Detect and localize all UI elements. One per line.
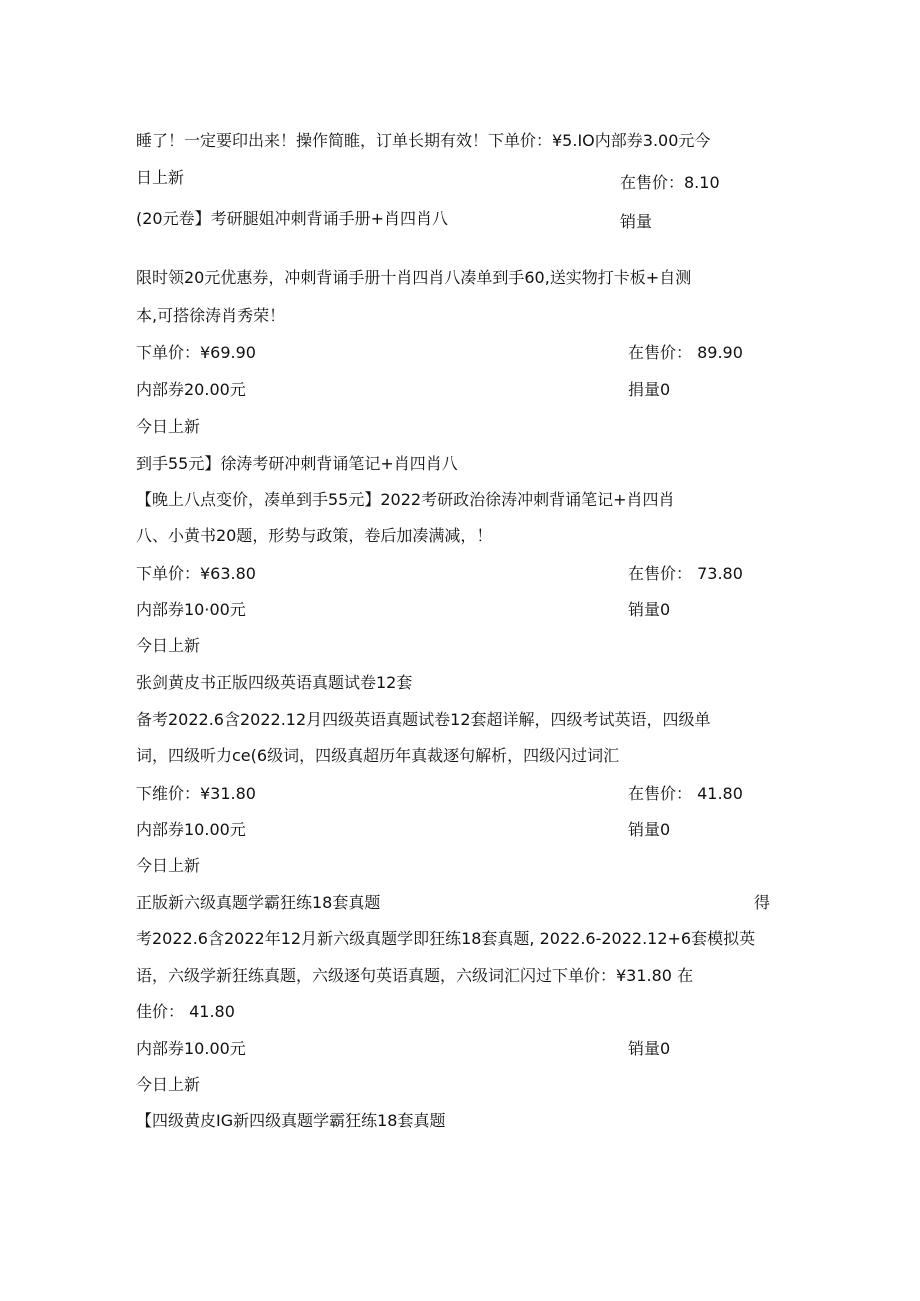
product-title: (20元卷】考研腿姐冲刺背诵手册+肖四肖八 — [136, 209, 449, 228]
product-description: 语，六级学新狂练真题，六级逐句英语真题，六级词汇闪过下单价：¥31.80 在 — [136, 966, 694, 985]
sales-count: 销量0 — [628, 1039, 671, 1058]
text-fragment: 得 — [754, 893, 771, 912]
sales-count: 捐量0 — [628, 380, 671, 399]
sales-count: 销量0 — [628, 820, 671, 839]
product-title: 张剑黄皮书正版四级英语真题试卷12套 — [136, 673, 413, 692]
product-title: 正版新六级真题学霸狂练18套真题 — [136, 893, 381, 912]
product-description: 词，四级听力ce(6级词，四级真超历年真裁逐句解析，四级闪过词汇 — [136, 746, 620, 765]
sale-price: 在售价： 73.80 — [628, 564, 743, 583]
price-label: 在售价：8.10 — [620, 173, 720, 192]
sales-count: 销量0 — [628, 600, 671, 619]
order-price: 下维价：¥31.80 — [136, 784, 256, 803]
sale-price: 佳价： 41.80 — [136, 1002, 235, 1021]
coupon-value: 内部券10.00元 — [136, 820, 246, 839]
new-today-label: 今日上新 — [136, 636, 201, 655]
sales-label: 销量 — [620, 212, 653, 231]
product-description: 考2022.6含2022年12月新六级真题学即狂练18套真题, 2022.6-2022.12+6套模拟英 — [136, 929, 756, 948]
product-description: 备考2022.6含2022.12月四级英语真题试卷12套超详解，四级考试英语，四级单 — [136, 710, 711, 729]
product-description: 本,可搭徐涛肖秀荣！ — [136, 306, 286, 325]
order-price: 下单价：¥63.80 — [136, 564, 256, 583]
sale-price: 在售价： 41.80 — [628, 784, 743, 803]
product-title: 【四级黄皮IG新四级真题学霸狂练18套真题 — [136, 1111, 446, 1130]
text-line: 睡了！一定要印出来！操作简睢，订单长期有效！下单价：¥5.IO内部券3.00元今 — [136, 131, 711, 150]
new-today-label: 今日上新 — [136, 417, 201, 436]
sale-price: 在售价： 89.90 — [628, 343, 743, 362]
product-description: 【晚上八点变价，凑单到手55元】2022考研政治徐涛冲刺背诵笔记+肖四肖 — [136, 490, 675, 509]
coupon-value: 内部券10.00元 — [136, 1039, 246, 1058]
new-today-label: 今日上新 — [136, 856, 201, 875]
product-description: 八、小黄书20题，形势与政策，卷后加凑满减，！ — [136, 526, 493, 545]
coupon-value: 内部券10·00元 — [136, 600, 246, 619]
product-description: 限时领20元优惠券，冲刺背诵手册十肖四肖八凑单到手60,送实物打卡板+自测 — [136, 268, 692, 287]
new-today-label: 今日上新 — [136, 1075, 201, 1094]
order-price: 下单价：¥69.90 — [136, 343, 256, 362]
text-line: 日上新 — [136, 168, 185, 187]
product-title: 到手55元】徐涛考研冲刺背诵笔记+肖四肖八 — [136, 454, 458, 473]
coupon-value: 内部券20.00元 — [136, 380, 246, 399]
